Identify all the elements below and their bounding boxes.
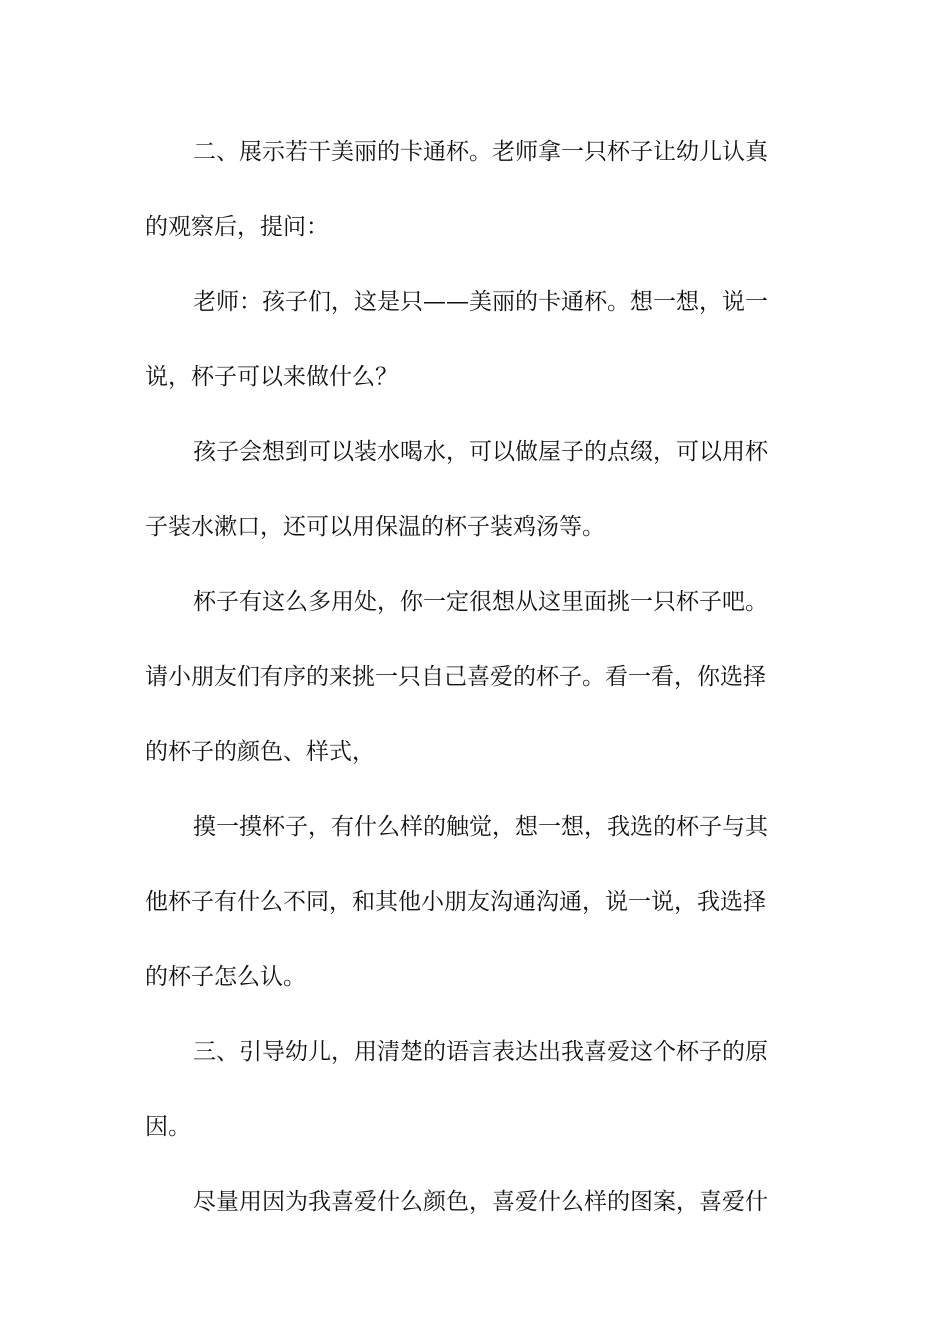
paragraph-line: 子装水漱口，还可以用保温的杯子装鸡汤等。 xyxy=(145,514,605,540)
document-body xyxy=(145,125,809,1250)
paragraph-line: 二、展示若干美丽的卡通杯。老师拿一只杯子让幼儿认真 xyxy=(193,139,768,165)
paragraph-line: 三、引导幼儿，用清楚的语言表达出我喜爱这个杯子的原 xyxy=(193,1039,768,1065)
paragraph-line: 的杯子怎么认。 xyxy=(145,964,306,990)
paragraph-line: 的杯子的颜色、样式， xyxy=(145,739,375,765)
paragraph-line: 杯子有这么多用处，你一定很想从这里面挑一只杯子吧。 xyxy=(193,589,768,615)
paragraph-line: 摸一摸杯子，有什么样的触觉，想一想，我选的杯子与其 xyxy=(193,814,768,840)
paragraph-line: 尽量用因为我喜爱什么颜色，喜爱什么样的图案，喜爱什 xyxy=(193,1189,768,1215)
paragraph-line: 他杯子有什么不同，和其他小朋友沟通沟通，说一说，我选择 xyxy=(145,889,766,915)
paragraph-line: 孩子会想到可以装水喝水，可以做屋子的点缀，可以用杯 xyxy=(193,439,768,465)
paragraph-line: 因。 xyxy=(145,1114,191,1140)
paragraph-line: 的观察后，提问： xyxy=(145,214,329,240)
paragraph-line: 说，杯子可以来做什么？ xyxy=(145,364,398,390)
paragraph-line: 请小朋友们有序的来挑一只自己喜爱的杯子。看一看，你选择 xyxy=(145,664,766,690)
paragraph-line: 老师：孩子们，这是只——美丽的卡通杯。想一想，说一 xyxy=(193,289,768,315)
